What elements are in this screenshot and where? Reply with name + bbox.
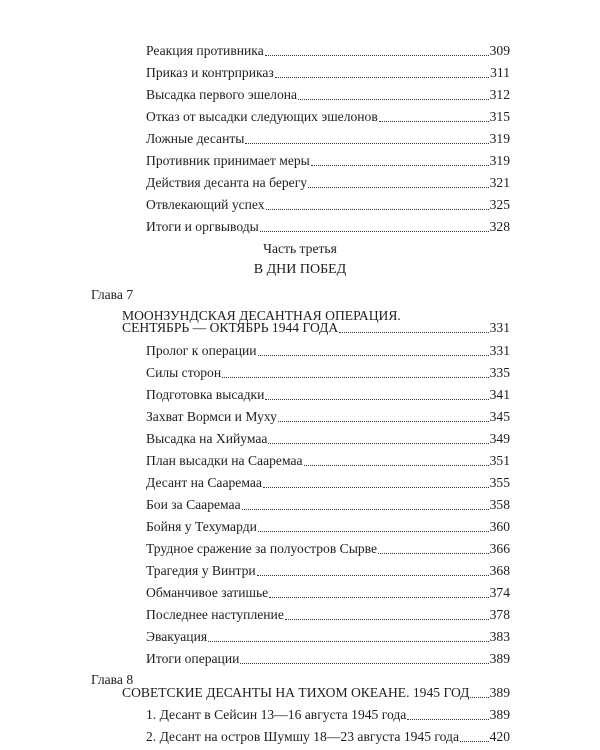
toc-entry-page: 389 [489,707,510,723]
toc-entry [146,339,510,359]
part-title: В ДНИ ПОБЕД [253,262,347,277]
toc-entry [146,581,510,601]
toc-entry [146,449,510,469]
toc-entry-page: 321 [489,175,510,191]
toc-entry [146,127,510,147]
toc-entry-title: Высадка первого эшелона [146,87,298,103]
toc-entry [146,193,510,213]
toc-entry-title: Бои за Сааремаа [146,497,241,513]
toc-entry-title: Трудное сражение за полуостров Сырве [146,541,378,557]
toc-entry-title: Десант на Сааремаа [146,475,262,491]
toc-entry [146,471,510,491]
dot-leader [263,487,489,488]
toc-entry [146,105,510,125]
chapter-7-title-line1: МООНЗУНДСКАЯ ДЕСАНТНАЯ ОПЕРАЦИЯ. [122,308,401,323]
toc-entry-page: 328 [489,219,510,235]
toc-entry-page: 420 [489,729,510,745]
toc-entry-page: 360 [489,519,510,535]
toc-entry-page: 351 [489,453,510,469]
dot-leader [308,187,489,188]
toc-entry-page: 315 [489,109,510,125]
toc-entry-page: 389 [489,685,510,701]
toc-entry-title: Отвлекающий успех [146,197,265,213]
chapter-8-label: Глава 8 [91,672,134,687]
toc-entry-title: Трагедия у Винтри [146,563,256,579]
toc-entry [146,647,510,667]
toc-entry-title: Высадка на Хийумаа [146,431,268,447]
toc-entry-title: Противник принимает меры [146,153,310,169]
dot-leader [275,77,489,78]
dot-leader [460,741,489,742]
dot-leader [285,619,489,620]
toc-entry-page: 349 [489,431,510,447]
toc-entry-page: 358 [489,497,510,513]
toc-entry-page: 368 [489,563,510,579]
toc-entry [146,405,510,425]
toc-entry-title: Бойня у Техумарди [146,519,257,535]
toc-entry-title: 1. Десант в Сейсин 13—16 августа 1945 года [146,707,407,723]
dot-leader [407,719,488,720]
toc-entry-page: 309 [489,43,510,59]
toc-entry-title: Эвакуация [146,629,208,645]
dot-leader [269,597,488,598]
dot-leader [260,231,489,232]
toc-entry [146,725,510,745]
toc-entry-title: Обманчивое затишье [146,585,269,601]
chapter-7-title-line2 [122,316,510,336]
toc-entry [146,515,510,535]
toc-entry-title: Последнее наступление [146,607,284,623]
toc-entry-page: 389 [489,651,510,667]
dot-leader [278,421,489,422]
dot-leader [470,697,488,698]
toc-entry-title: Ложные десанты [146,131,245,147]
dot-leader [258,531,489,532]
toc-entry-title: 2. Десант на остров Шумшу 18—23 августа 1945 года [146,729,459,745]
toc-entry [146,625,510,645]
dot-leader [378,553,489,554]
dot-leader [222,377,488,378]
toc-entry [146,171,510,191]
toc-entry [146,493,510,513]
toc-entry [146,39,510,59]
toc-entry-page: 374 [489,585,510,601]
toc-entry-page: 331 [489,343,510,359]
toc-entry-title: Пролог к операции [146,343,257,359]
dot-leader [266,209,489,210]
dot-leader [268,443,488,444]
toc-entry [146,537,510,557]
toc-entry-page: 335 [489,365,510,381]
toc-entry-title: СОВЕТСКИЕ ДЕСАНТЫ НА ТИХОМ ОКЕАНЕ. 1945 ГОД [122,685,470,701]
toc-entry [146,383,510,403]
toc-entry-title: Приказ и контрприказ [146,65,274,81]
dot-leader [245,143,488,144]
dot-leader [339,332,488,333]
toc-entry-title: Действия десанта на берегу [146,175,308,191]
toc-entry [146,603,510,623]
toc-entry-title: Итоги операции [146,651,240,667]
dot-leader [240,663,488,664]
dot-leader [208,641,488,642]
toc-entry-title: Отказ от высадки следующих эшелонов [146,109,378,125]
toc-entry [146,559,510,579]
toc-entry-title: Реакция противника [146,43,264,59]
toc-entry [146,215,510,235]
toc-entry-page: 331 [489,320,510,336]
toc-entry-page: 311 [490,65,510,81]
toc-entry-page: 378 [489,607,510,623]
toc-entry [146,83,510,103]
toc-entry-title: Захват Вормси и Муху [146,409,277,425]
toc-entry-page: 383 [489,629,510,645]
dot-leader [304,465,489,466]
toc-entry-title: План высадки на Сааремаа [146,453,303,469]
toc-entry-title: СЕНТЯБРЬ — ОКТЯБРЬ 1944 ГОДА [122,320,339,336]
dot-leader [311,165,489,166]
toc-entry-title: Итоги и оргвыводы [146,219,259,235]
toc-entry-page: 355 [489,475,510,491]
chapter-8-title [122,681,510,701]
toc-entry-page: 319 [489,131,510,147]
toc-entry [146,149,510,169]
toc-entry [146,427,510,447]
toc-entry-page: 341 [489,387,510,403]
chapter-7-label: Глава 7 [91,287,134,302]
toc-entry-page: 366 [489,541,510,557]
toc-entry [146,361,510,381]
toc-entry-title: Силы сторон [146,365,222,381]
dot-leader [265,399,488,400]
toc-entry-page: 312 [489,87,510,103]
dot-leader [298,99,489,100]
dot-leader [257,575,489,576]
dot-leader [379,121,489,122]
dot-leader [258,355,489,356]
toc-entry-page: 319 [489,153,510,169]
toc-entry [146,61,510,81]
dot-leader [242,509,489,510]
toc-entry-page: 345 [489,409,510,425]
part-label: Часть третья [263,241,337,256]
toc-entry [146,703,510,723]
toc-entry-page: 325 [489,197,510,213]
dot-leader [265,55,489,56]
toc-entry-title: Подготовка высадки [146,387,265,403]
